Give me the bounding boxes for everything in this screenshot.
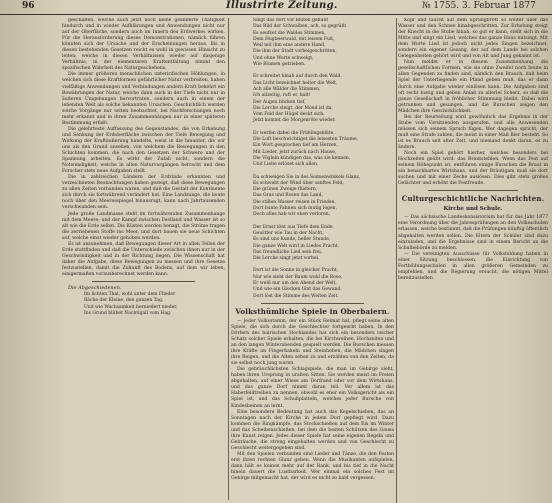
section-divider (428, 190, 518, 191)
poem-line: Und wie ein Glocken tönt das Gewand, (253, 287, 342, 293)
poem-line: Ach alle Wälder die Stimmen, (253, 86, 321, 92)
poem-line: Ein Wort gesprochen tief am Herzen, (253, 143, 338, 149)
poem-line: Die ihm der Stadt vorbeigeschritten, (253, 49, 337, 55)
poem-line: Die stillen Wasser reisen in Frieden, (253, 199, 336, 205)
article-paragraph: Bei der Beurteilung wird gewöhnlich das Ergebnis in der Stube vom Vorsitzenden ausgerufen, und alle Anwesenden müssen sich seinem Spruch fügen. Wer dagegen spricht, der muß eine Strafe zahlen, die meist in einer Maß Bier besteht. So ist es Brauch seit alter Zeit, und niemand denkt daran, es zu ändern. (398, 114, 548, 150)
article-paragraph: Die in zahlreichen Ländern der Erdrinde erkannten und verzeichneten Beobachtungen haben gezeigt, daß diese Bewegungen zu allen Zeiten vorhanden waren, und daß die Gestalt der Kontinente sich durch sie fortwährend verändert hat. Eine Landzunge, die heute noch über den Meeresspiegel hinausragt, kann nach Jahrtausenden verschwunden sein. (62, 175, 225, 211)
poem-line: Die Vöglein kündigen das, was sie kennen, (253, 155, 351, 161)
poem-title: Die Abgeschiedenen. (68, 285, 122, 292)
column-middle (231, 18, 394, 503)
section-divider (261, 303, 364, 304)
poem-line: Es sind uns Kunde, heller Stunde, (253, 237, 331, 243)
column-rule (228, 18, 229, 500)
poem-line: Die ganze Welt wird in Liedes Pracht, (253, 243, 340, 249)
issue-info: № 1755. 3. Februar 1877 (422, 1, 536, 11)
poem-line: Er weiß nur um den Abend der Welt, (253, 280, 337, 286)
poem-line: Dort ist die Sonne in gleicher Pracht, (253, 268, 339, 274)
article-paragraph: Mit den Spielen verbunden sind Lieder und Tänze, die den Festen erst ihren rechten Glanz geben. Wenn die Musikanten aufspielen, dann hält es keinen mehr auf der Bank, und bis tief in die Nacht hinein dauert die Lustbarkeit. Wer einmal ein solches Fest im Gebirge mitgemacht hat, der wird es nicht so bald vergessen. (231, 451, 394, 482)
page-edge-shadow (0, 0, 60, 503)
poem-line: Es seufzet die Waldes Stimmen, (253, 30, 326, 36)
article-paragraph: Eine besondere Bedeutung hat auch das Kegelschieben, das an Sonntagen nach der Kirche in jedem Dorf gepflegt wird. Dazu kommen die Ringkämpfe, das Stockschießen auf dem Eis im Winter und das Scheibenschießen, bei dem die besten Schützen des Gaues ihre Kunst zeigen. Jedes dieser Spiele hat seine eigenen Regeln und Gebräuche, die streng eingehalten werden und von Geschlecht zu Geschlecht weitergegeben sind. (231, 409, 394, 451)
poem-line: Da schweigen Sie in des Sonnenwinkels Glanz, (253, 174, 361, 180)
poem-line: Wie Blumen getrieben. (253, 62, 306, 68)
article-paragraph: Die gebräuchlichsten Schlagspiele, die man im Gebirge sieht, haben ihren Ursprung in uralten Sitten. Sie werden meist im Freien abgehalten, auf einer Wiese am Dorfrand oder vor dem Wirtshaus, und das ganze Dorf nimmt daran teil. Vor allem ist das Haberfeldtreiben zu nennen, obwohl es eher ein Volksgericht als ein Spiel ist, und das Schuhplatteln, welches jeder Bursche von Kindesbeinen an lernt. (231, 367, 394, 409)
article-paragraph: — Jeder Volksstamm, der ein Stück Heimat hat, pflegt seine alten Spiele, die sich durch die Geschlechter fortgeerbt haben. In den Dörfern des bairischen Hochlandes hat sich ein besonders reicher Schatz solcher Spiele erhalten, die bei Kirchweihen, Hochzeiten und an den langen Winterabenden gespielt werden. Die Burschen messen ihre Kräfte im Fingerhakeln und Steinheben, die Mädchen singen ihre Reigen, und die Alten sehen zu und erzählen von den Zeiten, da sie selbst noch jung waren. (231, 318, 394, 367)
poem-line: Vom Feld der Hügel deckt sich, (253, 112, 325, 118)
poem-line: Und ohne Worte schwelgt, (253, 55, 314, 61)
poem-line: Doch alles hab wir eben verloren, (253, 212, 331, 218)
poem-line: Er werfen dabei die Frühlingsblüte, (253, 130, 335, 136)
poem-line: Und Liebe erlöset sich allen, (253, 162, 319, 168)
poem-line: Weil mit ihm eine andere Hand, (253, 43, 326, 49)
poem-line: Ins Grund blühet Nachtigall vom Hag. (84, 310, 172, 316)
poem-line: Dort löst die Stimme des Weiten Zeit. (253, 293, 339, 299)
article-paragraph: Noch ein Spiel gehört hierher, welches besonders bei Hochzeiten geübt wird: das Brautstehlen. Wenn das Fest auf seinem Höhepunkt ist, entführen einige Burschen die Braut in ein benachbartes Wirtshaus, und der Bräutigam muß sie dort suchen und mit einer Zeche auslösen. Dies gibt stets großes Gelächter und erhöht die Festfreude. (398, 151, 548, 187)
article-paragraph: — Die vereinigten Ausschüsse für Volksbildung haben in einer Sitzung beschlossen, die Einrichtung von Fortbildungsschulen in allen größeren Gemeinden zu empfehlen, und die Regierung ersucht, die nötigen Mittel bereitzustellen. (398, 251, 548, 281)
column-left (62, 18, 225, 498)
article-paragraph: Die immer größeren menschlichen unterirdischen Höhlungen, in welchen sich diese Kraftformen gefährlicher Natur verbreiten, haben vielfältige Anwendungen und Verbindungen andern Kraft bekehrt ein Bewährungen der Natur, welche dann auch in der Tiefe nicht nur in äußeren Umgebungen hervortraten, sondern auch in einem der lebenden Welt als solche bekannten Ursachen. Geschichtlich werden solche Vorgänge nur selten beobachtet, bei Nachforschungen noch mehr erkannt und in ihren Zusammenhängen nur in einer späteren Bestimmung erfaßt. (62, 72, 225, 126)
poem-line: Dort bunte Fahnen sich mutig legen, (253, 206, 337, 212)
poem-line: Ich allzeitig, ruft er, halt! (253, 93, 311, 99)
column-right (398, 18, 548, 503)
page-number: 96 (22, 1, 35, 11)
article-paragraph: Es ist anzunehmen, daß Bewegungen dieser Art in allen Teilen der Erde stattfinden und daß die Unterschiede zwischen ihnen nur in der Geschwindigkeit und in der Richtung liegen. Die Wissenschaft hat daher die Aufgabe, diese Bewegungen zu messen und ihre Gesetze festzustellen, damit die Zukunft des Bodens, auf dem wir leben, einigermaßen vorausberechnet werden kann. (62, 241, 225, 277)
section-title: Volksthümliche Spiele in Oberbaiern. (235, 306, 390, 316)
poem-line: Im lichten Thal, wohl unter dem Flieder (84, 292, 176, 298)
section-title: Culturgeschichtliche Nachrichten. (401, 194, 545, 204)
poem-line: Der Augen blicken tief, (253, 99, 306, 105)
article-paragraph: Die gelehrteste Auffassung des Gegenstandes, die von Erhebung und Senkung der Erdoberfläche zwischen der Tiefe Bewegung und Wirkung der Kraftäußerung handelte, weist in die hinunter, die wir uns als den Grund ansehen, von welchem die Bewegungen in den Schichten kommen, die nach den Gesetzen der Schwere und der Spannung arbeiten. Es wirkt der Zufall nicht, sondern die Notwendigkeit, welche in allen Naturvorgängen herrscht und dem Forscher stets neue Aufgaben stellt. (62, 126, 225, 175)
poem-line: Gewitter wie Tau in der Nacht, (253, 230, 324, 236)
article-paragraph: geschaffen, welche auch jetzt noch keine geänderte Thätigkeit hindurch und in wieder Aufklärungen und Anwendungen nicht nur auf der Oberfläche, sondern auch im Innern des Erdwerkes wirken. Für die Herausforderung dieses Demonstrationen, nämlich führen könnten sich der Ursache und der Erscheinungen heraus. Bis in diesen bestehenden Gesetzen reicht es wohl in gewissen Hinsicht zu leiten; welche in diesen Verhältnissen wieder auf dasjenige Verhältnis, in der elementaren Kraftentfaltung nimmt den spezifischen Wahrheit des Naturgeschehens. (62, 18, 225, 72)
poem-line: Das freundliche Lied sein frei, (253, 249, 323, 255)
poem-line: Das Gras und Rosen das Land, (253, 193, 323, 199)
poem-line: Dem Hugbeerwald, mit leisem Fuß, (253, 36, 335, 42)
article-paragraph: Nun meldet er in diesem Zusammenhang die gesellschaftlichen Formen, wie sie ohne Zweifel noch heute in allen Gegenden zu finden sind, nämlich den Brauch, daß beim Spiel der Unterliegende ein Pfand geben muß, das er dann durch eine Aufgabe wieder einlösen kann. Die Aufgaben sind oft recht lustig und geben Anlaß zu allerlei Scherz, so daß die ganze Gesellschaft in fröhlicher Stimmung bleibt. Dabei wird getrunken und gesungen, und die Burschen zeigen den Mädchen ihre Geschicklichkeit. (398, 60, 548, 114)
section-subtitle: Kirche und Schule. (443, 206, 503, 213)
poem-line: Nur wie sieht der Baum wohl die Rose, (253, 274, 343, 280)
poem-line: Bäche der Kleine, den ganzen Tag. (84, 298, 164, 304)
poem-line: Der Ernst tönt aus Tiefe dem Ende, (253, 224, 334, 230)
poem-line: Die grünen Zweige flüstern, (253, 187, 318, 193)
article-paragraph: — Das sächsische Landeskonsistorium hat für das Jahr 1877 eine Verordnung über die Jahresprüfungen an den Volksschulen erlassen, welche bestimmt, daß die Prüfungen künftig öffentlich abgehalten werden sollen. Die Eltern der Schüler sind dazu einzuladen, und die Ergebnisse sind in einem Bericht an die Schulbehörde zu melden. (398, 215, 548, 251)
poem-block (231, 18, 394, 300)
poem-line: Mit Lieder, jetzt zurück nach Hause, (253, 149, 337, 155)
poem-line: Er schreitet hinab auf durch den Wald, (253, 74, 342, 80)
poem-line: Singt das dort vor Blüten gehüllt (253, 18, 329, 23)
section-divider (92, 281, 195, 282)
journal-title: Illustrirte Zeitung. (226, 0, 338, 11)
poem-line: Die Luft beschwichtiget die leisesten Träume, (253, 137, 359, 143)
poem-line: Es schwebt der Wind über sanftes Feld, (253, 180, 344, 186)
page-header (0, 0, 552, 15)
column-rule (396, 18, 397, 503)
poem-line: Und wie Wachsamkeit herniedert nieder, (84, 304, 178, 310)
poem-line: Jetzt kommt die Morgenröte wieder. (253, 118, 336, 124)
poem-line: Die Lerche singt jetzt vorbei. (253, 256, 320, 262)
article-paragraph: Jede große Landmasse steht im fortwährenden Zusammenhange mit dem Meere; und der Kampf zwischen Festland und Wasser ist so alt wie die Erde selbst. Die Küsten werden benagt, die Ströme tragen die zerriebenen Stoffe ins Meer, und dort bauen sie neue Schichten auf, welche einst wieder gehoben werden. (62, 211, 225, 241)
article-paragraph: Kopf und taucht auf dem Sprungbrett so weiter über das Wasser und den Schnee hinabgeschritten. Zur Erholung steigt der Knecht in die Stube hinab, so gut er kann, stellt sich in die Mitte und singt ein Lied, welches das ganze Haus mitsingt. Mit dem Worte Lied ist jedoch nicht jedes Singen bezeichnet, sondern ein eigener Gesang, der auf dem Lande bei solchen Gelegenheiten gehört wird und von Alt und Jung gekannt ist. (398, 18, 548, 60)
poem-line: Das Bild der Schwalben, ach, so gegrüßt (253, 24, 347, 30)
poem-line: Die Lerche steigt, der Mond ist da, (253, 105, 333, 111)
poem-line: Das Licht bezeichnet heiter die Welt, (253, 80, 338, 86)
